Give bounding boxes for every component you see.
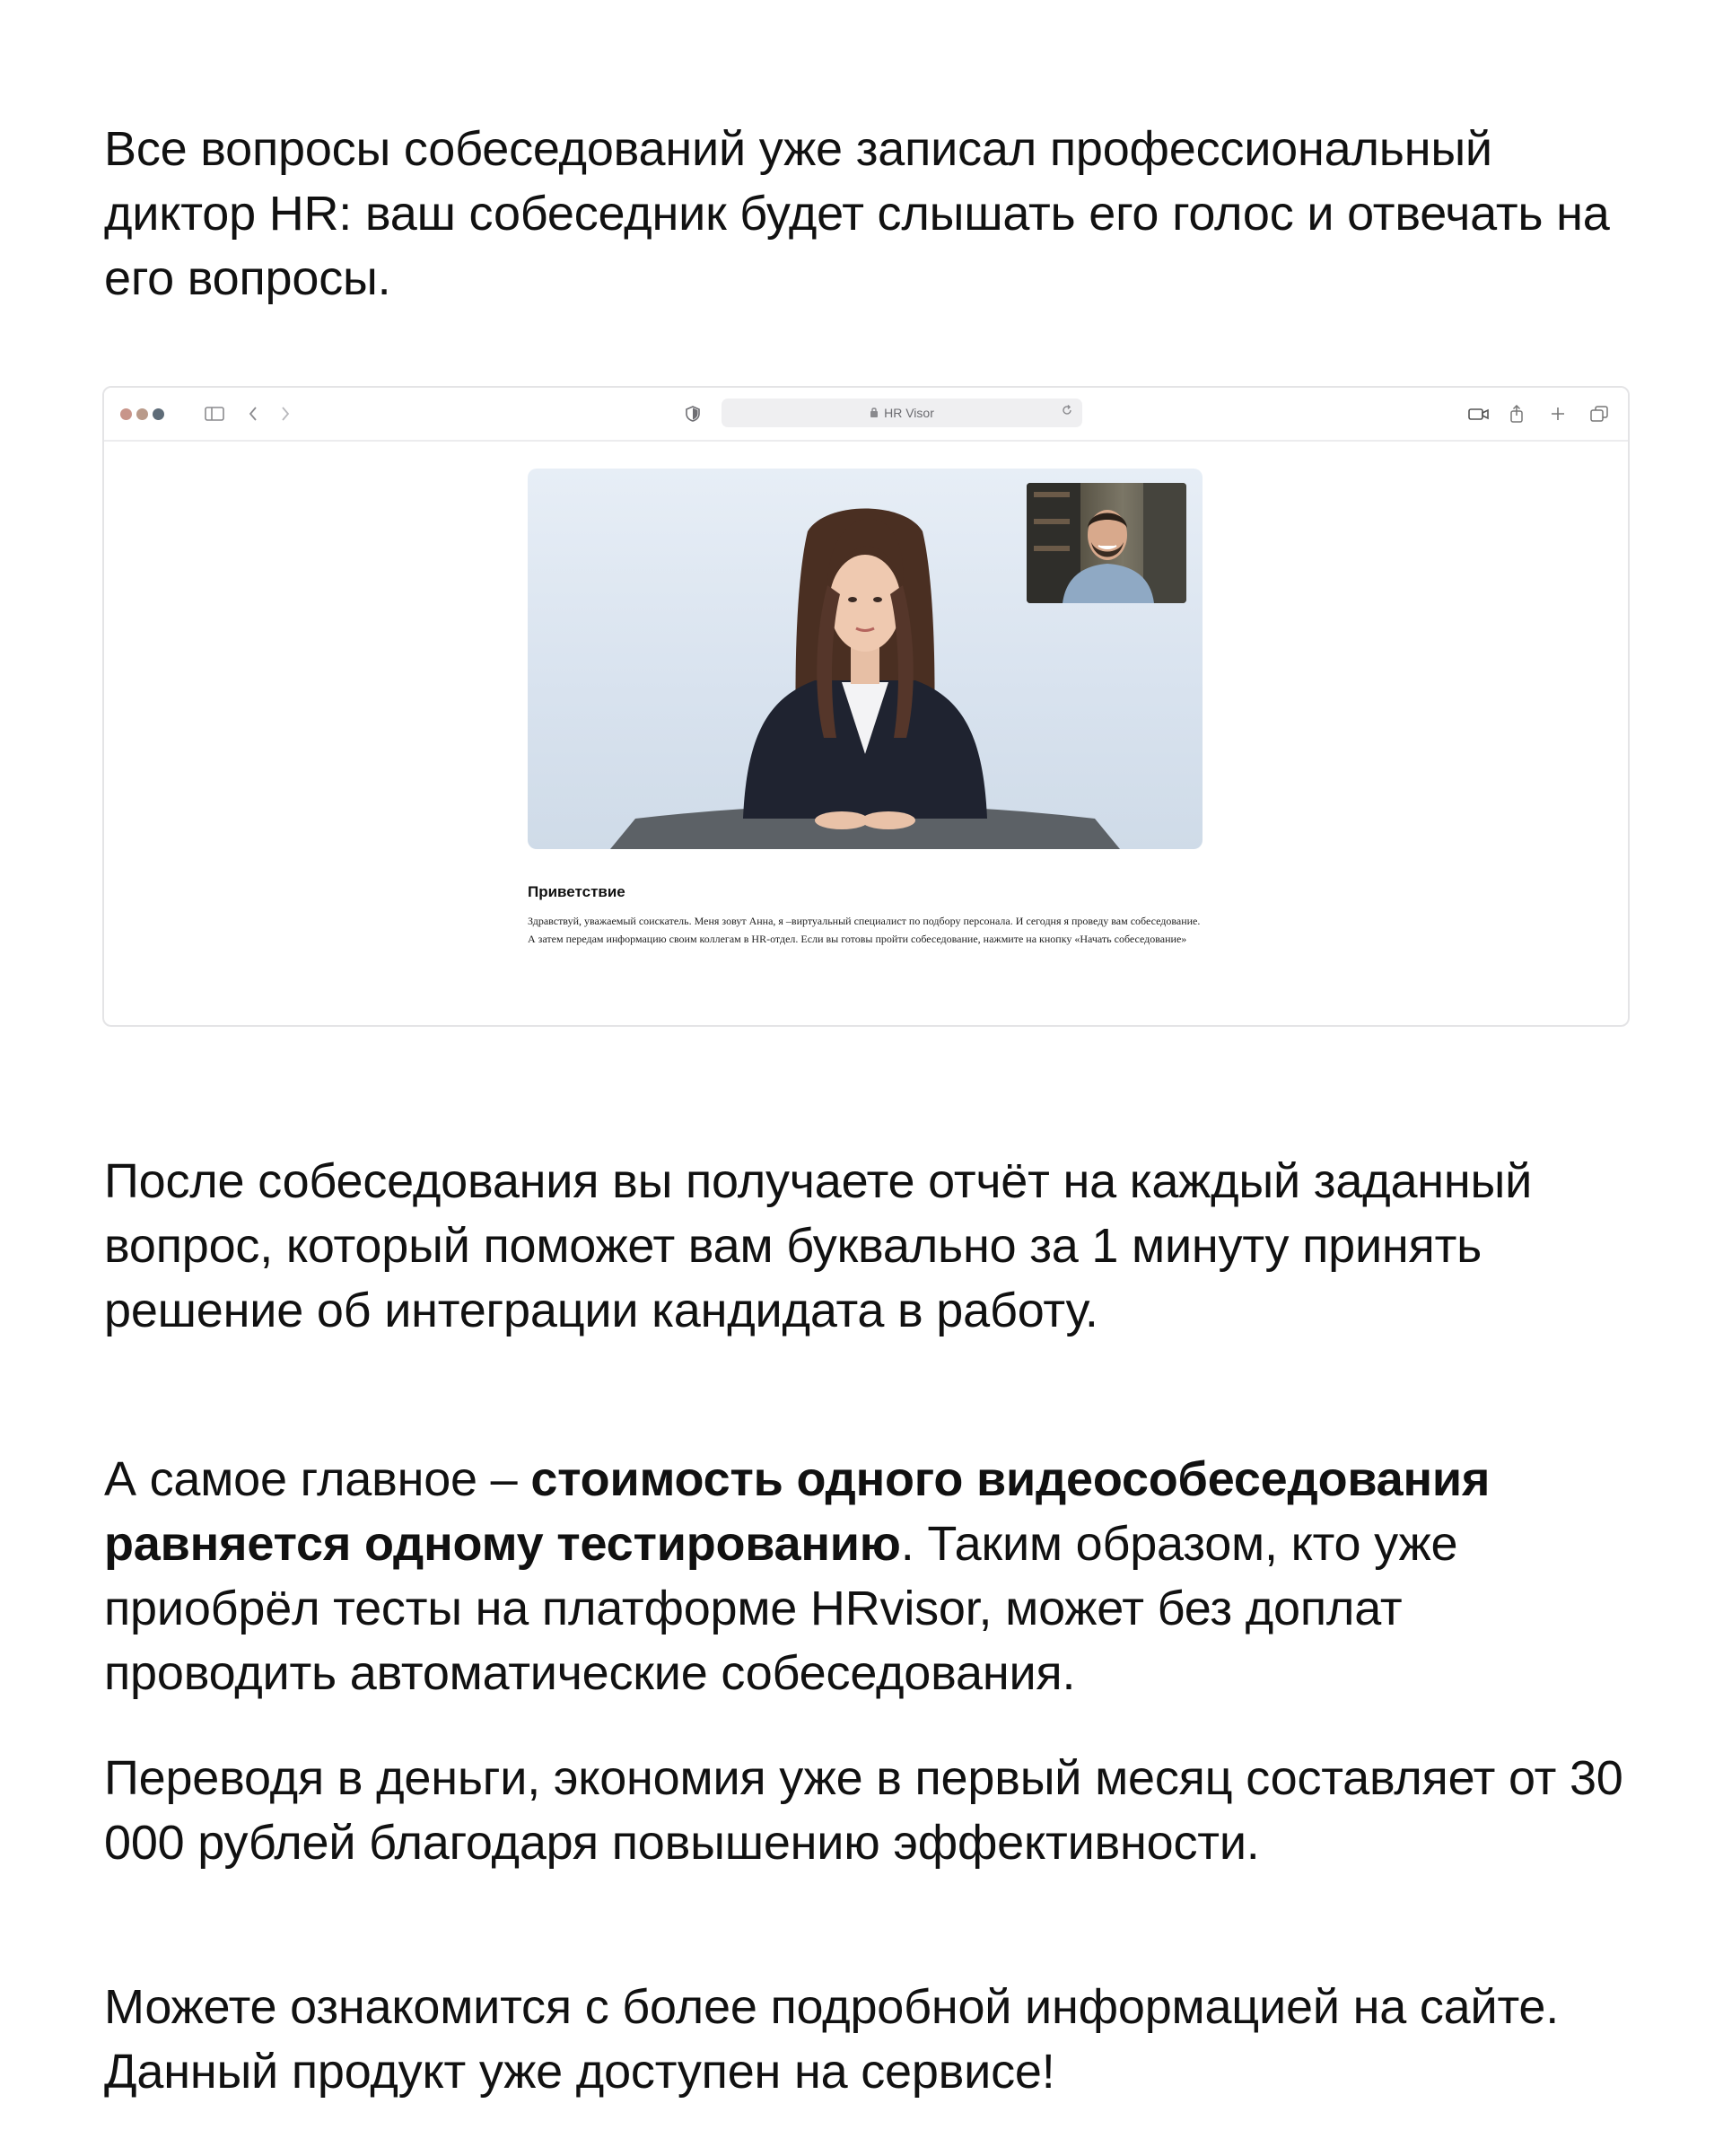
share-icon[interactable] xyxy=(1509,400,1524,427)
candidate-image xyxy=(1027,483,1186,603)
plus-icon[interactable] xyxy=(1551,400,1565,427)
window-dot-minimize xyxy=(136,408,148,420)
shield-icon[interactable] xyxy=(686,400,700,427)
cost-paragraph xyxy=(104,1447,1630,1705)
video-caption-text: Здравствуй, уважаемый соискатель. Меня зовут Анна, я –виртуальный специалист по подбору персонала. И сегодня я проведу вам собеседование. А затем передам информацию своим коллегам в HR-отдел. Если вы готовы пройти собеседование, нажмите на кнопку «Начать собеседование» xyxy=(528,915,1201,945)
browser-toolbar xyxy=(104,388,1628,442)
tabs-icon[interactable] xyxy=(1590,400,1608,427)
browser-screenshot xyxy=(102,386,1630,1027)
address-text: HR Visor xyxy=(884,406,934,420)
interviewer-video[interactable] xyxy=(528,469,1203,849)
reload-icon[interactable] xyxy=(1061,404,1073,419)
lock-icon xyxy=(870,406,879,420)
video-caption-title: Приветствие xyxy=(528,883,625,900)
intro-paragraph: Все вопросы собеседований уже записал профессиональный диктор HR: ваш собеседник будет слышать его голос и отвечать на его вопросы. xyxy=(104,122,1610,305)
cost-highlight: стоимость одного видеособеседования равняется одному тестированию xyxy=(104,1452,1491,1571)
back-icon[interactable] xyxy=(248,400,258,427)
cost-tail: . Таким образом, кто уже приобрёл тесты на платформе HRvisor, может без доплат проводить автоматические собеседования. xyxy=(104,1517,1458,1700)
report-paragraph: После собеседования вы получаете отчёт на каждый заданный вопрос, который поможет вам буквально за 1 минуту принять решение об интеграции кандидата в работу. xyxy=(104,1154,1533,1337)
address-bar[interactable] xyxy=(722,399,1082,427)
savings-paragraph: Переводя в деньги, экономия уже в первый месяц составляет от 30 000 рублей благодаря повышению эффективности. xyxy=(104,1751,1623,1870)
window-dot-close xyxy=(120,408,132,420)
forward-icon[interactable] xyxy=(280,400,291,427)
sidebar-icon[interactable] xyxy=(205,400,224,427)
candidate-camera-preview xyxy=(1027,483,1186,603)
cost-lead: А самое главное – xyxy=(104,1452,531,1506)
camera-icon[interactable] xyxy=(1468,400,1490,427)
window-dot-zoom xyxy=(153,408,164,420)
closing-paragraph: Можете ознакомится с более подробной информацией на сайте. Данный продукт уже доступен на сервисе! xyxy=(104,1980,1560,2099)
